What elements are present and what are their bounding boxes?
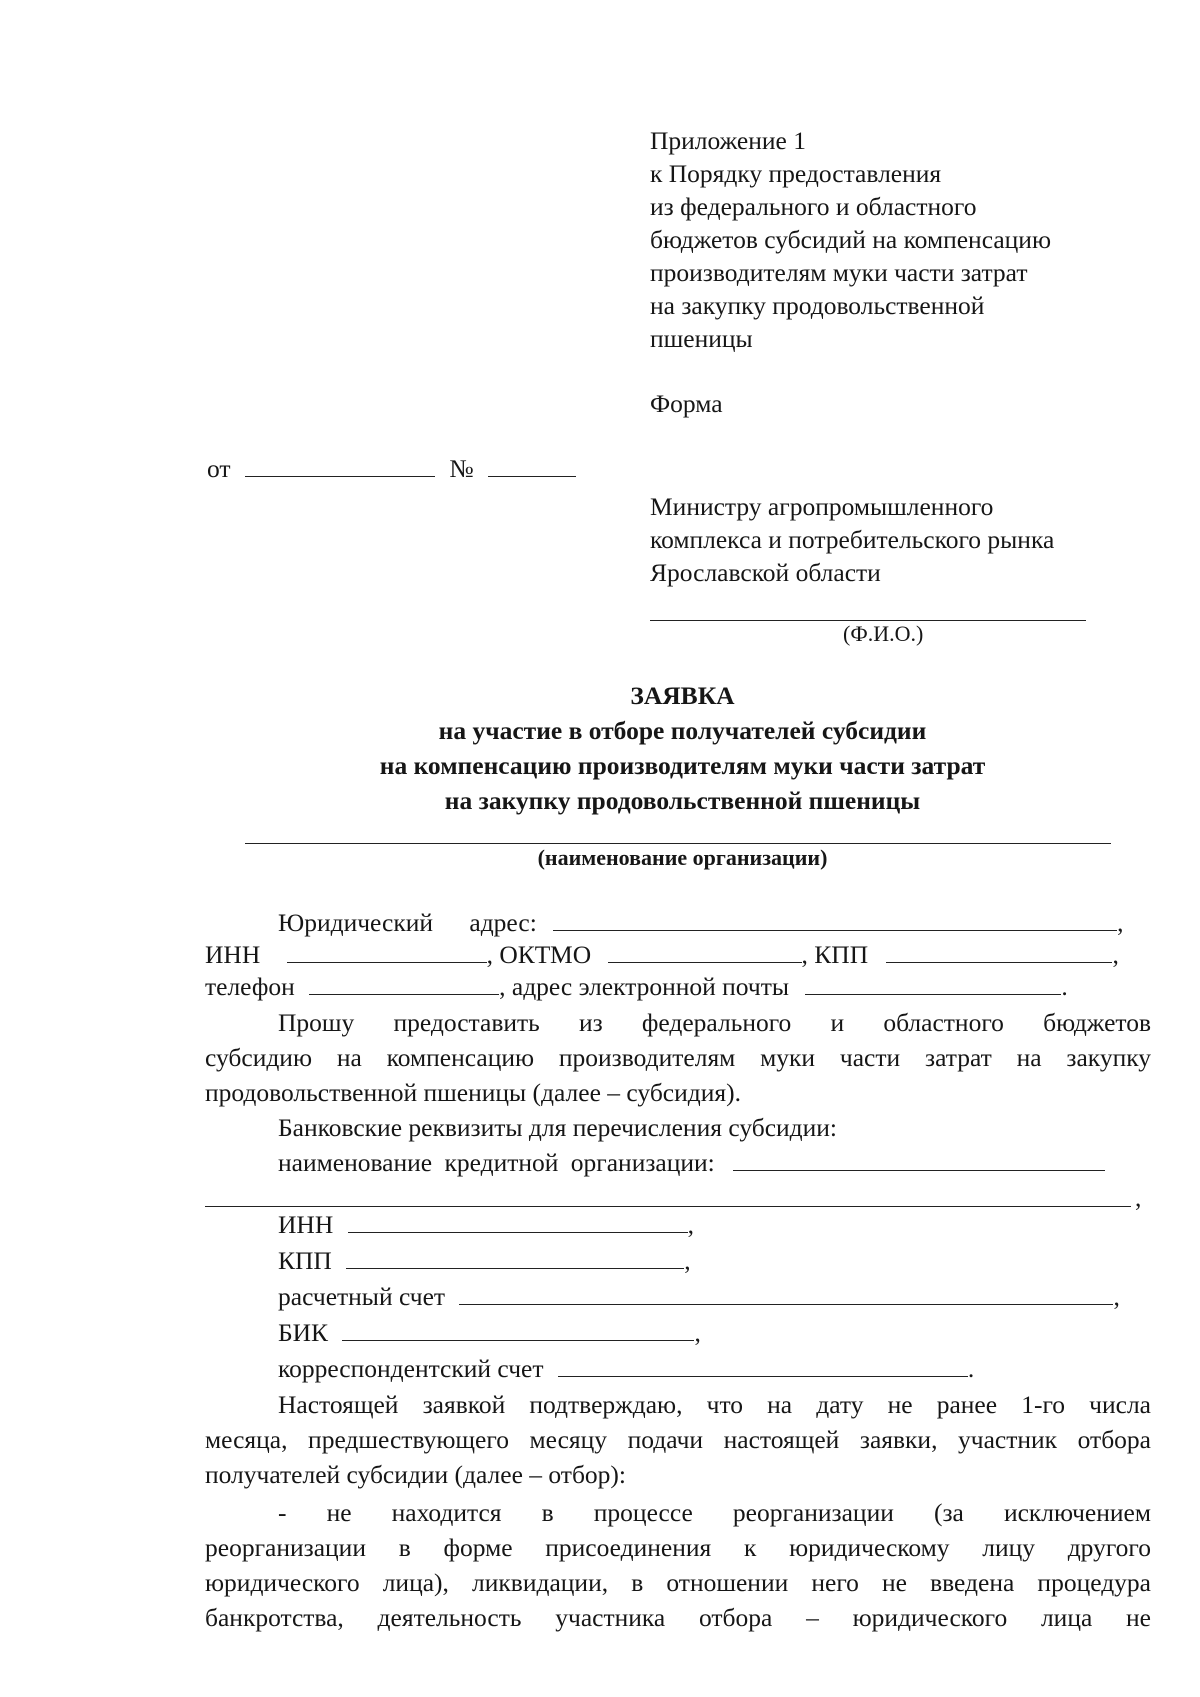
addressee-block <box>650 490 1054 589</box>
bank-inn-label: ИНН <box>278 1210 334 1239</box>
organization-name-field[interactable] <box>245 843 1111 844</box>
bank-kpp-field[interactable] <box>346 1250 684 1269</box>
account-field[interactable] <box>459 1286 1113 1305</box>
bank-kpp-label: КПП <box>278 1246 332 1275</box>
appendix-line: производителям муки части затрат <box>650 258 1028 287</box>
oktmo-field[interactable] <box>608 944 802 963</box>
account-label: расчетный счет <box>278 1282 446 1311</box>
title-heading: ЗАЯВКА <box>630 681 735 710</box>
appendix-line: бюджетов субсидий на компенсацию <box>650 225 1051 254</box>
date-number-line <box>207 454 576 484</box>
application-title <box>0 678 1200 818</box>
bullet-line: банкротства, деятельность участника отбора – юридического лица не <box>205 1603 1151 1632</box>
credit-org-label: наименование кредитной организации: <box>278 1148 715 1177</box>
account-row: расчетный счет , <box>278 1282 1120 1311</box>
oktmo-label: ОКТМО <box>499 940 592 969</box>
addressee-line: Министру агропромышленного <box>650 492 994 521</box>
fio-caption: (Ф.И.О.) <box>843 621 924 646</box>
title-line: на участие в отборе получателей субсидии <box>438 716 927 745</box>
date-label: от <box>207 454 231 483</box>
bullet-line: реорганизации в форме присоединения к юридическому лицу другого <box>205 1533 1151 1562</box>
organization-caption: (наименование организации) <box>537 845 828 870</box>
confirm-line: месяца, предшествующего месяцу подачи настоящей заявки, участник отбора <box>205 1425 1151 1454</box>
comma: , <box>1135 1183 1142 1212</box>
legal-address-row: Юридический адрес: , <box>278 908 1124 937</box>
addressee-line: комплекса и потребительского рынка <box>650 525 1055 554</box>
bank-inn-field[interactable] <box>348 1214 688 1233</box>
bik-field[interactable] <box>342 1322 694 1341</box>
kpp-label: КПП <box>814 940 869 969</box>
number-label: № <box>449 454 474 483</box>
appendix-line: Приложение 1 <box>650 126 806 155</box>
email-label: адрес электронной почты <box>511 972 790 1001</box>
number-field[interactable] <box>488 458 576 477</box>
title-line: на закупку продовольственной пшеницы <box>444 786 921 815</box>
phone-label: телефон <box>205 972 295 1001</box>
legal-address-field[interactable] <box>553 912 1117 931</box>
corr-account-row: корреспондентский счет . <box>278 1354 975 1383</box>
inn-oktmo-kpp-row: ИНН , ОКТМО , КПП , <box>205 940 1119 969</box>
form-label: Форма <box>650 389 723 418</box>
credit-org-row <box>278 1148 1105 1178</box>
title-line: на компенсацию производителям муки части затрат <box>379 751 986 780</box>
bullet-line: - не находится в процессе реорганизации (за исключением <box>278 1498 1151 1527</box>
request-line: Прошу предоставить из федерального и областного бюджетов <box>278 1008 1151 1037</box>
credit-org-field-continued[interactable] <box>205 1206 1131 1207</box>
kpp-field[interactable] <box>886 944 1112 963</box>
appendix-line: к Порядку предоставления <box>650 159 942 188</box>
bik-row: БИК , <box>278 1318 701 1347</box>
bullet-line: юридического лица), ликвидации, в отношении него не введена процедура <box>205 1568 1151 1597</box>
confirm-line: получателей субсидии (далее – отбор): <box>205 1460 626 1489</box>
credit-org-field[interactable] <box>733 1152 1105 1171</box>
phone-email-row: телефон , адрес электронной почты . <box>205 972 1068 1001</box>
email-field[interactable] <box>805 976 1061 995</box>
appendix-block <box>650 124 1051 355</box>
date-field[interactable] <box>245 458 435 477</box>
phone-field[interactable] <box>309 976 499 995</box>
bank-heading: Банковские реквизиты для перечисления субсидии: <box>278 1113 838 1142</box>
appendix-line: на закупку продовольственной <box>650 291 985 320</box>
request-line: продовольственной пшеницы (далее – субсидия). <box>205 1078 741 1107</box>
bank-inn-row: ИНН , <box>278 1210 694 1239</box>
confirm-line: Настоящей заявкой подтверждаю, что на дату не ранее 1-го числа <box>278 1390 1151 1419</box>
legal-address-label: Юридический адрес: <box>278 908 537 937</box>
appendix-line: пшеницы <box>650 324 753 353</box>
bank-kpp-row: КПП , <box>278 1246 691 1275</box>
bik-label: БИК <box>278 1318 329 1347</box>
appendix-line: из федерального и областного <box>650 192 977 221</box>
corr-account-field[interactable] <box>558 1358 968 1377</box>
addressee-line: Ярославской области <box>650 558 881 587</box>
inn-field[interactable] <box>287 944 487 963</box>
corr-account-label: корреспондентский счет <box>278 1354 544 1383</box>
request-line: субсидию на компенсацию производителям муки части затрат на закупку <box>205 1043 1151 1072</box>
inn-label: ИНН <box>205 940 261 969</box>
